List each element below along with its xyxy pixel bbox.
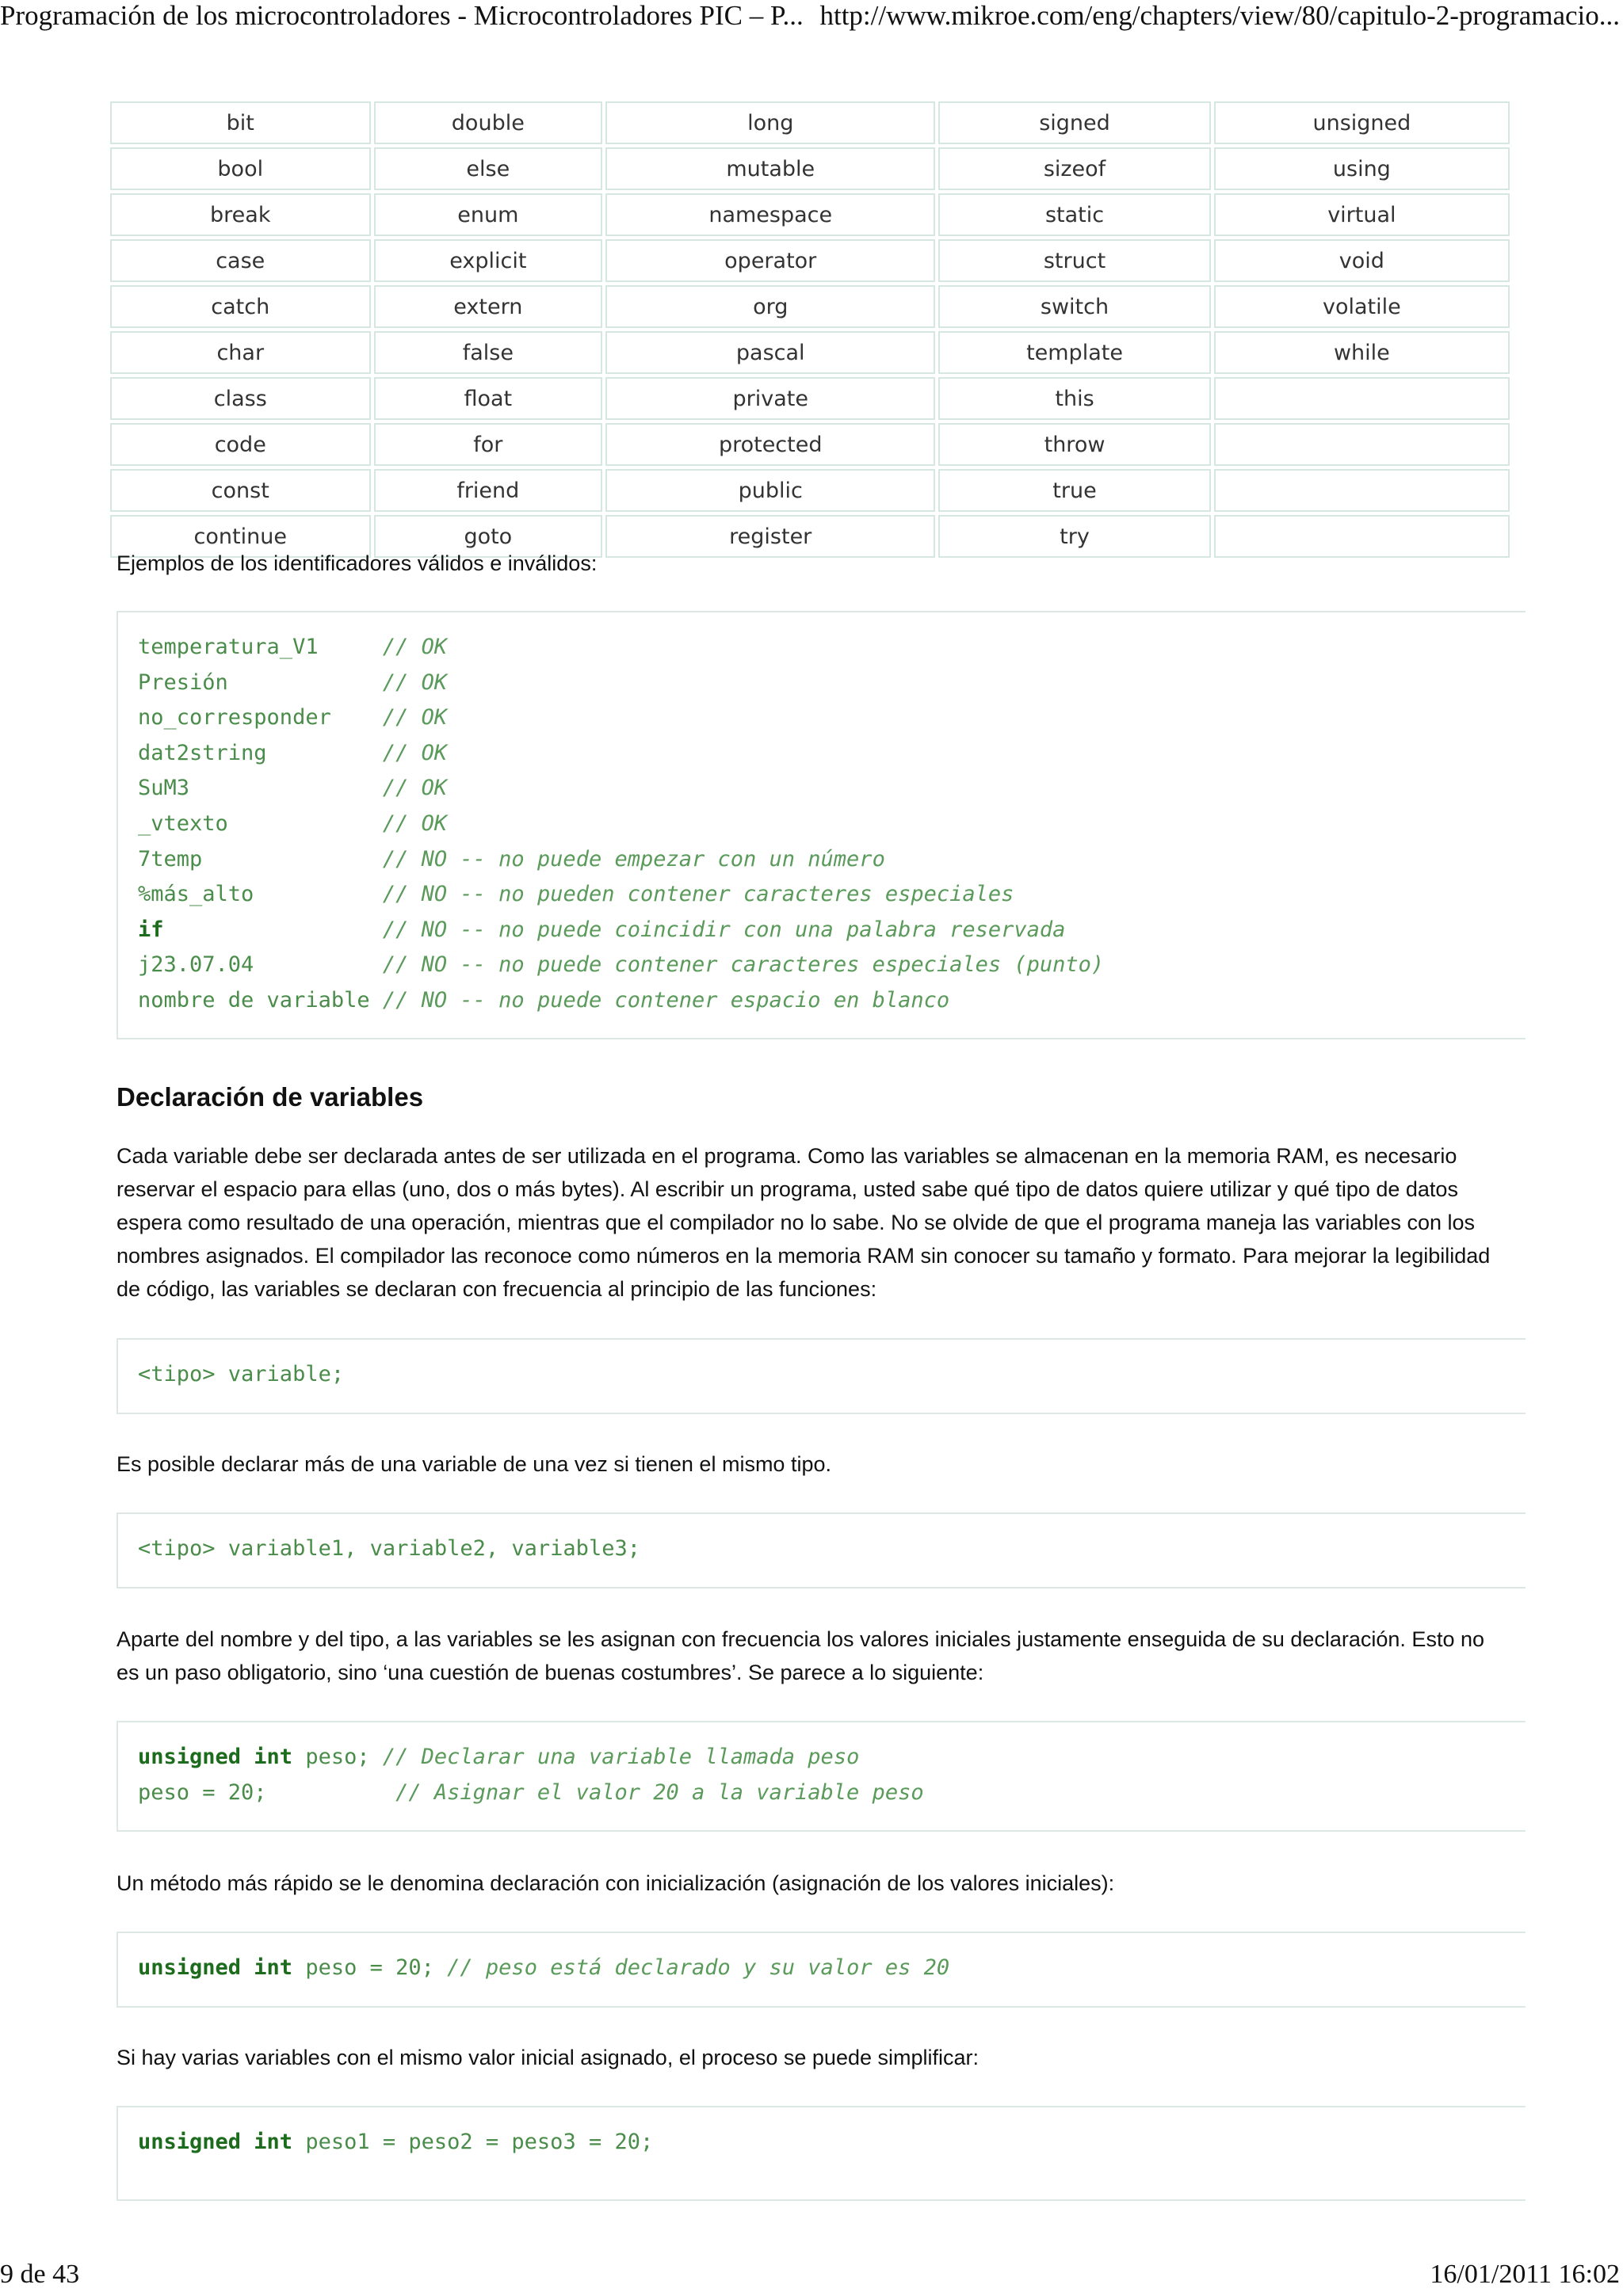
code-block-assignment: [116, 1721, 1526, 1832]
identifier-code-line: [138, 736, 1526, 772]
keyword-row: [110, 423, 1510, 466]
code-line: [138, 1740, 1526, 1775]
keyword-cell: org: [605, 285, 935, 328]
identifier-code-line: [138, 948, 1526, 983]
keyword-row: [110, 147, 1510, 190]
code-text: peso1 = peso2 = peso3 = 20;: [292, 2130, 654, 2154]
keyword-cell: char: [110, 331, 371, 374]
identifier-name: nombre de variable: [138, 987, 370, 1013]
keyword-cell: this: [938, 377, 1210, 420]
keyword-cell: sizeof: [938, 147, 1210, 190]
identifier-padding: [202, 847, 383, 871]
page-counter: 9 de 43: [0, 2260, 80, 2289]
keyword-cell: while: [1214, 331, 1510, 374]
keyword-row: [110, 285, 1510, 328]
keyword-cell: true: [938, 469, 1210, 512]
keyword-cell: using: [1214, 147, 1510, 190]
identifier-padding: [370, 988, 383, 1013]
keyword-cell: switch: [938, 285, 1210, 328]
paragraph-initialization: Un método más rápido se le denomina declaración con inicialización (asignación de los valores iniciales):: [116, 1871, 1115, 1895]
paragraph-multiple: Es posible declarar más de una variable de una vez si tienen el mismo tipo.: [116, 1452, 831, 1476]
keyword-cell: throw: [938, 423, 1210, 466]
keyword-cell: struct: [938, 239, 1210, 282]
identifier-name: if: [138, 917, 164, 942]
paragraph-initial-values: Aparte del nombre y del tipo, a las variables se les asignan con frecuencia los valores iniciales justamente enseguida de su declaración. Esto no es un paso obligatorio, sino ‘una cuestión de buenas costumbres’. Se parece a lo siguiente:: [116, 1627, 1484, 1684]
reserved-keywords-table: [107, 98, 1513, 561]
keyword-cell: extern: [374, 285, 603, 328]
keyword-cell: for: [374, 423, 603, 466]
keyword-cell: catch: [110, 285, 371, 328]
keyword-cell: [1214, 377, 1510, 420]
identifier-code-line: [138, 877, 1526, 913]
keyword-row: [110, 377, 1510, 420]
code-comment: // Declarar una variable llamada peso: [382, 1745, 860, 1769]
identifier-comment: // NO -- no puede contener caracteres especiales (punto): [382, 952, 1105, 978]
identifier-comment: // NO -- no puede coincidir con una palabra reservada: [382, 917, 1066, 942]
identifier-name: Presión: [138, 669, 228, 695]
identifier-name: dat2string: [138, 740, 267, 765]
identifier-code-line: [138, 630, 1526, 666]
identifier-padding: [254, 882, 383, 906]
keyword-cell: float: [374, 377, 603, 420]
keyword-row: [110, 193, 1510, 236]
keyword-cell: continue: [110, 515, 371, 558]
keyword-cell: unsigned: [1214, 101, 1510, 144]
identifiers-intro: Ejemplos de los identificadores válidos e inválidos:: [116, 551, 598, 575]
identifier-padding: [228, 670, 383, 695]
keyword-cell: double: [374, 101, 603, 144]
keyword-cell: long: [605, 101, 935, 144]
keyword-cell: template: [938, 331, 1210, 374]
identifier-padding: [254, 952, 383, 977]
identifier-code-line: [138, 700, 1526, 736]
code-block-declaration: [116, 1338, 1526, 1414]
identifier-padding: [189, 776, 383, 800]
keyword-cell: bit: [110, 101, 371, 144]
keyword-cell: [1214, 469, 1510, 512]
keyword-row: [110, 331, 1510, 374]
identifier-comment: // NO -- no pueden contener caracteres especiales: [382, 882, 1014, 907]
keyword-row: [110, 239, 1510, 282]
keyword-cell: else: [374, 147, 603, 190]
code-text: peso;: [292, 1745, 383, 1769]
identifier-name: SuM3: [138, 776, 190, 801]
keyword-cell: goto: [374, 515, 603, 558]
identifier-name: %más_alto: [138, 882, 254, 907]
keyword-cell: code: [110, 423, 371, 466]
browser-page-title: Programación de los microcontroladores - Microcontroladores PIC – P...: [0, 0, 804, 31]
identifier-code-line: [138, 842, 1526, 878]
keyword-cell: friend: [374, 469, 603, 512]
keyword-cell: void: [1214, 239, 1510, 282]
keyword-cell: operator: [605, 239, 935, 282]
identifier-code-line: [138, 913, 1526, 948]
keyword-cell: virtual: [1214, 193, 1510, 236]
browser-page-url[interactable]: http://www.mikroe.com/eng/chapters/view/80/capitulo-2-programacio...: [819, 0, 1620, 31]
keyword-cell: enum: [374, 193, 603, 236]
code-line: <tipo> variable;: [138, 1362, 345, 1386]
identifier-comment: // OK: [382, 740, 448, 765]
identifier-padding: [267, 741, 383, 765]
keyword-cell: volatile: [1214, 285, 1510, 328]
keyword-cell: class: [110, 377, 371, 420]
keyword-cell: try: [938, 515, 1210, 558]
keyword-cell: private: [605, 377, 935, 420]
keyword-cell: mutable: [605, 147, 935, 190]
keyword-cell: case: [110, 239, 371, 282]
code-comment: // peso está declarado y su valor es 20: [447, 1955, 950, 1980]
paragraph-multiple-init: Si hay varias variables con el mismo valor inicial asignado, el proceso se puede simplificar:: [116, 2046, 980, 2069]
code-keyword: unsigned int: [138, 2130, 293, 2154]
keyword-cell: public: [605, 469, 935, 512]
code-block-multiple-init: [116, 2106, 1526, 2201]
identifier-comment: // OK: [382, 669, 448, 695]
paragraph-declaration: Cada variable debe ser declarada antes de ser utilizada en el programa. Como las variables se almacenan en la memoria RAM, es necesario reservar el espacio para ellas (uno, dos o más bytes). Al escribir un programa, usted sabe qué tipo de datos quiere utilizar y qué tipo de datos espera como resultado de una operación, mientras que el compilador no lo sabe. No se olvide de que el programa maneja las variables con los nombres asignados. El compilador las reconoce como números en la memoria RAM sin conocer su tamaño y formato. Para mejorar la legibilidad de código, las variables se declaran con frecuencia al principio de las funciones:: [116, 1144, 1491, 1301]
keyword-cell: false: [374, 331, 603, 374]
code-line: [138, 1775, 1526, 1811]
identifiers-code-block: [116, 611, 1526, 1039]
identifier-code-line: [138, 983, 1526, 1019]
keyword-row: [110, 469, 1510, 512]
identifier-code-line: [138, 666, 1526, 701]
keyword-cell: break: [110, 193, 371, 236]
code-keyword: unsigned int: [138, 1745, 293, 1769]
identifier-comment: // OK: [382, 635, 448, 659]
identifier-name: temperatura_V1: [138, 635, 319, 659]
keyword-cell: pascal: [605, 331, 935, 374]
identifier-padding: [331, 705, 383, 730]
identifier-padding: [319, 635, 383, 659]
keyword-cell: const: [110, 469, 371, 512]
code-block-multiple: [116, 1512, 1526, 1589]
keyword-cell: namespace: [605, 193, 935, 236]
identifier-name: 7temp: [138, 846, 203, 871]
keyword-cell: static: [938, 193, 1210, 236]
identifier-code-line: [138, 771, 1526, 807]
keyword-cell: register: [605, 515, 935, 558]
keyword-cell: [1214, 423, 1510, 466]
identifier-name: _vtexto: [138, 810, 228, 836]
code-comment: // Asignar el valor 20 a la variable peso: [395, 1779, 924, 1805]
code-text: peso = 20;: [138, 1779, 396, 1805]
identifier-comment: // OK: [382, 705, 448, 730]
section-title: Declaración de variables: [116, 1082, 424, 1112]
identifier-padding: [164, 917, 383, 942]
keyword-cell: protected: [605, 423, 935, 466]
keyword-cell: signed: [938, 101, 1210, 144]
identifier-name: j23.07.04: [138, 952, 254, 978]
identifier-code-line: [138, 807, 1526, 842]
identifier-name: no_corresponder: [138, 705, 331, 730]
code-line: [138, 2125, 1526, 2161]
identifier-comment: // OK: [382, 810, 448, 836]
code-keyword: unsigned int: [138, 1955, 293, 1980]
code-text: peso = 20;: [292, 1955, 448, 1980]
identifier-comment: // NO -- no puede empezar con un número: [382, 846, 885, 871]
print-datetime: 16/01/2011 16:02: [1430, 2260, 1620, 2289]
keyword-cell: explicit: [374, 239, 603, 282]
identifier-comment: // OK: [382, 776, 448, 801]
keyword-cell: bool: [110, 147, 371, 190]
keyword-row: [110, 101, 1510, 144]
code-block-initialization: [116, 1932, 1526, 2008]
identifier-comment: // NO -- no puede contener espacio en blanco: [382, 987, 950, 1013]
code-line: <tipo> variable1, variable2, variable3;: [138, 1536, 640, 1561]
code-line: [138, 1951, 1526, 1986]
identifier-padding: [228, 811, 383, 836]
